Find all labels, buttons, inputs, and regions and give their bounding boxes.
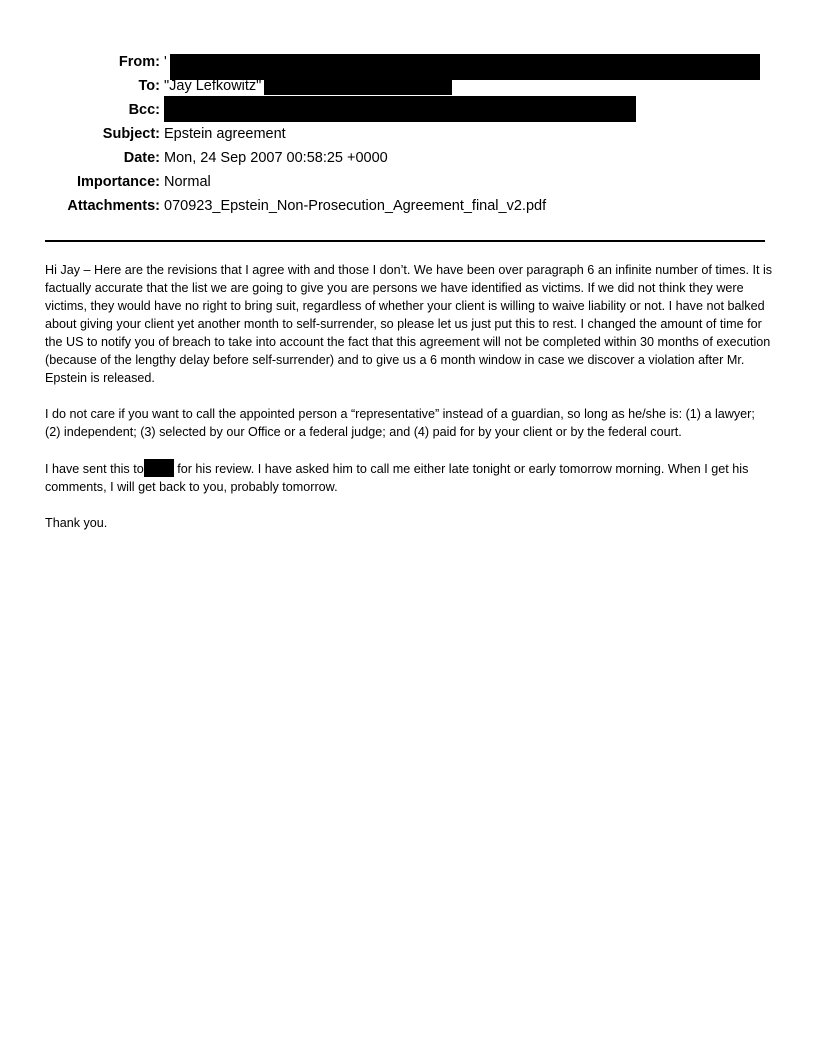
bcc-row	[0, 98, 816, 122]
from-value: '	[164, 54, 167, 70]
date-row	[0, 146, 816, 170]
to-redaction	[264, 80, 452, 95]
to-label: To:	[138, 78, 160, 94]
inline-redaction	[144, 459, 174, 477]
body-paragraph-1: Hi Jay – Here are the revisions that I agree with and those I don’t. We have been over paragraph 6 an infinite number of times. It is factually accurate that the list we are going to give you are persons we have identified as victims. If we did not think they were victims, they would have no right to bring suit, regardless of whether your client is willing to waive liability or not. I have not balked about giving your client yet another month to self-surrender, so please let us just put this to rest. I changed the amount of time for the US to notify you of breach to take into account the fact that this agreement will not be completed within 30 months of execution (because of the lengthy delay before self-surrender) and to give us a 6 month window in case we discover a violation after Mr. Epstein is released.	[45, 263, 773, 385]
body-paragraph-3	[45, 459, 773, 496]
attachment-filename: 070923_Epstein_Non-Prosecution_Agreement_final_v2.pdf	[164, 198, 547, 214]
from-label: From:	[118, 54, 160, 70]
paragraph-3-start: I have sent this to	[45, 462, 144, 476]
subject-row	[0, 122, 816, 146]
paragraph-3-end: for his review. I have asked him to call me either late tonight or early tomorrow morning. When I get his comments, I will get back to you, probably tomorrow.	[45, 462, 749, 494]
email-header	[0, 50, 816, 218]
bcc-redaction	[164, 96, 636, 122]
importance-row	[0, 170, 816, 194]
subject-label: Subject:	[102, 126, 160, 142]
importance-value: Normal	[164, 174, 211, 190]
to-row	[0, 74, 816, 98]
email-body	[45, 261, 773, 550]
body-paragraph-2: I do not care if you want to call the appointed person a “representative” instead of a guardian, so long as he/she is: (1) a lawyer; (2) independent; (3) selected by our Office or a federal judge; and (4) paid for by your client or by the federal court.	[45, 407, 755, 439]
header-divider	[45, 240, 765, 242]
subject-value: Epstein agreement	[164, 126, 286, 142]
bcc-label: Bcc:	[128, 102, 160, 118]
from-row	[0, 50, 816, 74]
to-value: "Jay Lefkowitz"	[164, 78, 262, 94]
closing-line: Thank you.	[45, 516, 108, 530]
date-value: Mon, 24 Sep 2007 00:58:25 +0000	[164, 150, 388, 166]
importance-label: Importance:	[77, 174, 160, 190]
date-label: Date:	[123, 150, 160, 166]
attachments-label: Attachments:	[67, 198, 160, 214]
attachments-row	[0, 194, 816, 218]
